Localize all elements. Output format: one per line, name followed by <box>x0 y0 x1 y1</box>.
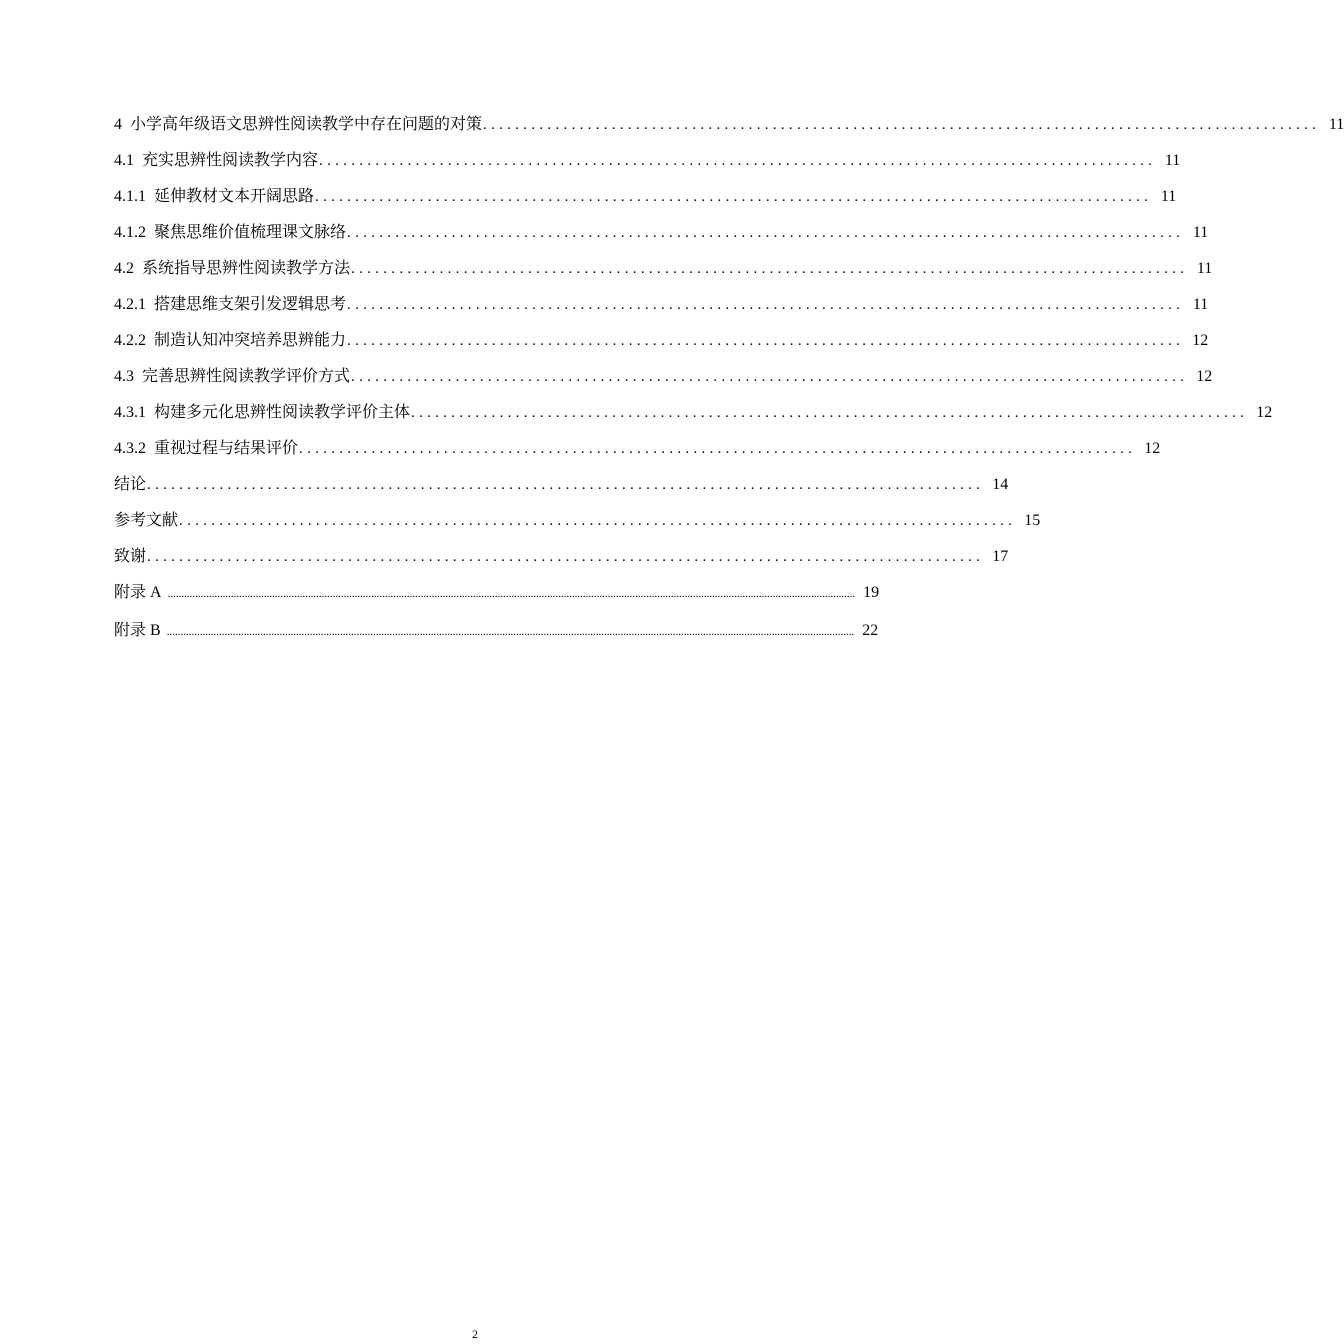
toc-entry-number: 4.2.2 <box>114 332 146 349</box>
toc-entry-title: 重视过程与结果评价 <box>154 440 299 457</box>
toc-entry-appendix-a[interactable] <box>114 583 880 621</box>
toc-entry-appendix-b[interactable] <box>114 621 879 659</box>
toc-entry-4-1-2[interactable] <box>114 223 1209 259</box>
dot-leader: ........................................................................................................ <box>411 405 1249 421</box>
toc-entry-title: 搭建思维支架引发逻辑思考 <box>154 296 347 313</box>
page-number: 2 <box>472 1327 478 1341</box>
toc-entry-number: 4.3.1 <box>114 404 146 421</box>
toc-entry-conclusion[interactable] <box>114 475 1009 511</box>
toc-entry-page: 11 <box>1192 296 1209 313</box>
dot-leader: ........................................................................................................ <box>147 477 985 493</box>
dot-leader: .......................................................................................................................................................................................................................................................... <box>167 588 856 600</box>
dot-leader: ........................................................................................................ <box>347 333 1185 349</box>
dot-leader: ........................................................................................................ <box>147 549 985 565</box>
toc-entry-number: 4.1.2 <box>114 224 146 241</box>
toc-entry-4-1-1[interactable] <box>114 187 1177 223</box>
toc-entry-title: 附录 A <box>114 584 162 601</box>
toc-entry-number: 4.3.2 <box>114 440 146 457</box>
toc-entry-title: 延伸教材文本开阔思路 <box>154 188 315 205</box>
toc-entry-number: 4.1 <box>114 152 134 169</box>
toc-entry-4-2-2[interactable] <box>114 331 1209 367</box>
toc-entry-title: 附录 B <box>114 622 161 639</box>
toc-entry-title: 聚焦思维价值梳理课文脉络 <box>154 224 347 241</box>
toc-entry-title: 系统指导思辨性阅读教学方法 <box>142 260 351 277</box>
toc-entry-number: 4.2 <box>114 260 134 277</box>
dot-leader: ........................................................................................................ <box>319 153 1157 169</box>
toc-entry-title: 制造认知冲突培养思辨能力 <box>154 332 347 349</box>
dot-leader: ........................................................................................................ <box>347 225 1185 241</box>
toc-entry-page: 11 <box>1164 152 1181 169</box>
dot-leader: ........................................................................................................ <box>179 513 1017 529</box>
toc-entry-page: 22 <box>862 622 879 639</box>
toc-entry-number: 4.1.1 <box>114 188 146 205</box>
dot-leader: .......................................................................................................................................................................................................................................................... <box>166 626 855 638</box>
toc-entry-title: 完善思辨性阅读教学评价方式 <box>142 368 351 385</box>
toc-entry-references[interactable] <box>114 511 1041 547</box>
toc-entry-page: 11 <box>1160 188 1177 205</box>
toc-entry-4-1[interactable] <box>114 151 1181 187</box>
toc-entry-title: 充实思辨性阅读教学内容 <box>142 152 319 169</box>
toc-entry-page: 12 <box>1192 332 1209 349</box>
dot-leader: ........................................................................................................ <box>483 117 1321 133</box>
dot-leader: ........................................................................................................ <box>351 261 1189 277</box>
table-of-contents <box>114 115 1344 659</box>
toc-entry-page: 14 <box>992 476 1009 493</box>
toc-entry-acknowledgements[interactable] <box>114 547 1009 583</box>
toc-entry-4-2-1[interactable] <box>114 295 1209 331</box>
toc-entry-page: 11 <box>1192 224 1209 241</box>
toc-entry-title: 小学高年级语文思辨性阅读教学中存在问题的对策 <box>130 116 483 133</box>
toc-entry-page: 19 <box>863 584 880 601</box>
toc-entry-page: 15 <box>1024 512 1041 529</box>
dot-leader: ........................................................................................................ <box>347 297 1185 313</box>
toc-entry-number: 4.3 <box>114 368 134 385</box>
toc-entry-4[interactable] <box>114 115 1344 151</box>
toc-entry-title: 参考文献 <box>114 512 179 529</box>
toc-entry-4-2[interactable] <box>114 259 1213 295</box>
toc-entry-title: 结论 <box>114 476 147 493</box>
toc-entry-page: 11 <box>1328 116 1344 133</box>
toc-entry-page: 17 <box>992 548 1009 565</box>
toc-entry-page: 12 <box>1196 368 1213 385</box>
toc-entry-4-3[interactable] <box>114 367 1213 403</box>
toc-entry-page: 12 <box>1144 440 1161 457</box>
dot-leader: ........................................................................................................ <box>299 441 1137 457</box>
toc-entry-4-3-1[interactable] <box>114 403 1273 439</box>
toc-entry-page: 12 <box>1256 404 1273 421</box>
toc-entry-title: 构建多元化思辨性阅读教学评价主体 <box>154 404 411 421</box>
dot-leader: ........................................................................................................ <box>315 189 1153 205</box>
toc-entry-title: 致谢 <box>114 548 147 565</box>
toc-entry-number: 4 <box>114 116 122 133</box>
dot-leader: ........................................................................................................ <box>351 369 1189 385</box>
toc-entry-number: 4.2.1 <box>114 296 146 313</box>
toc-entry-4-3-2[interactable] <box>114 439 1161 475</box>
toc-entry-page: 11 <box>1196 260 1213 277</box>
